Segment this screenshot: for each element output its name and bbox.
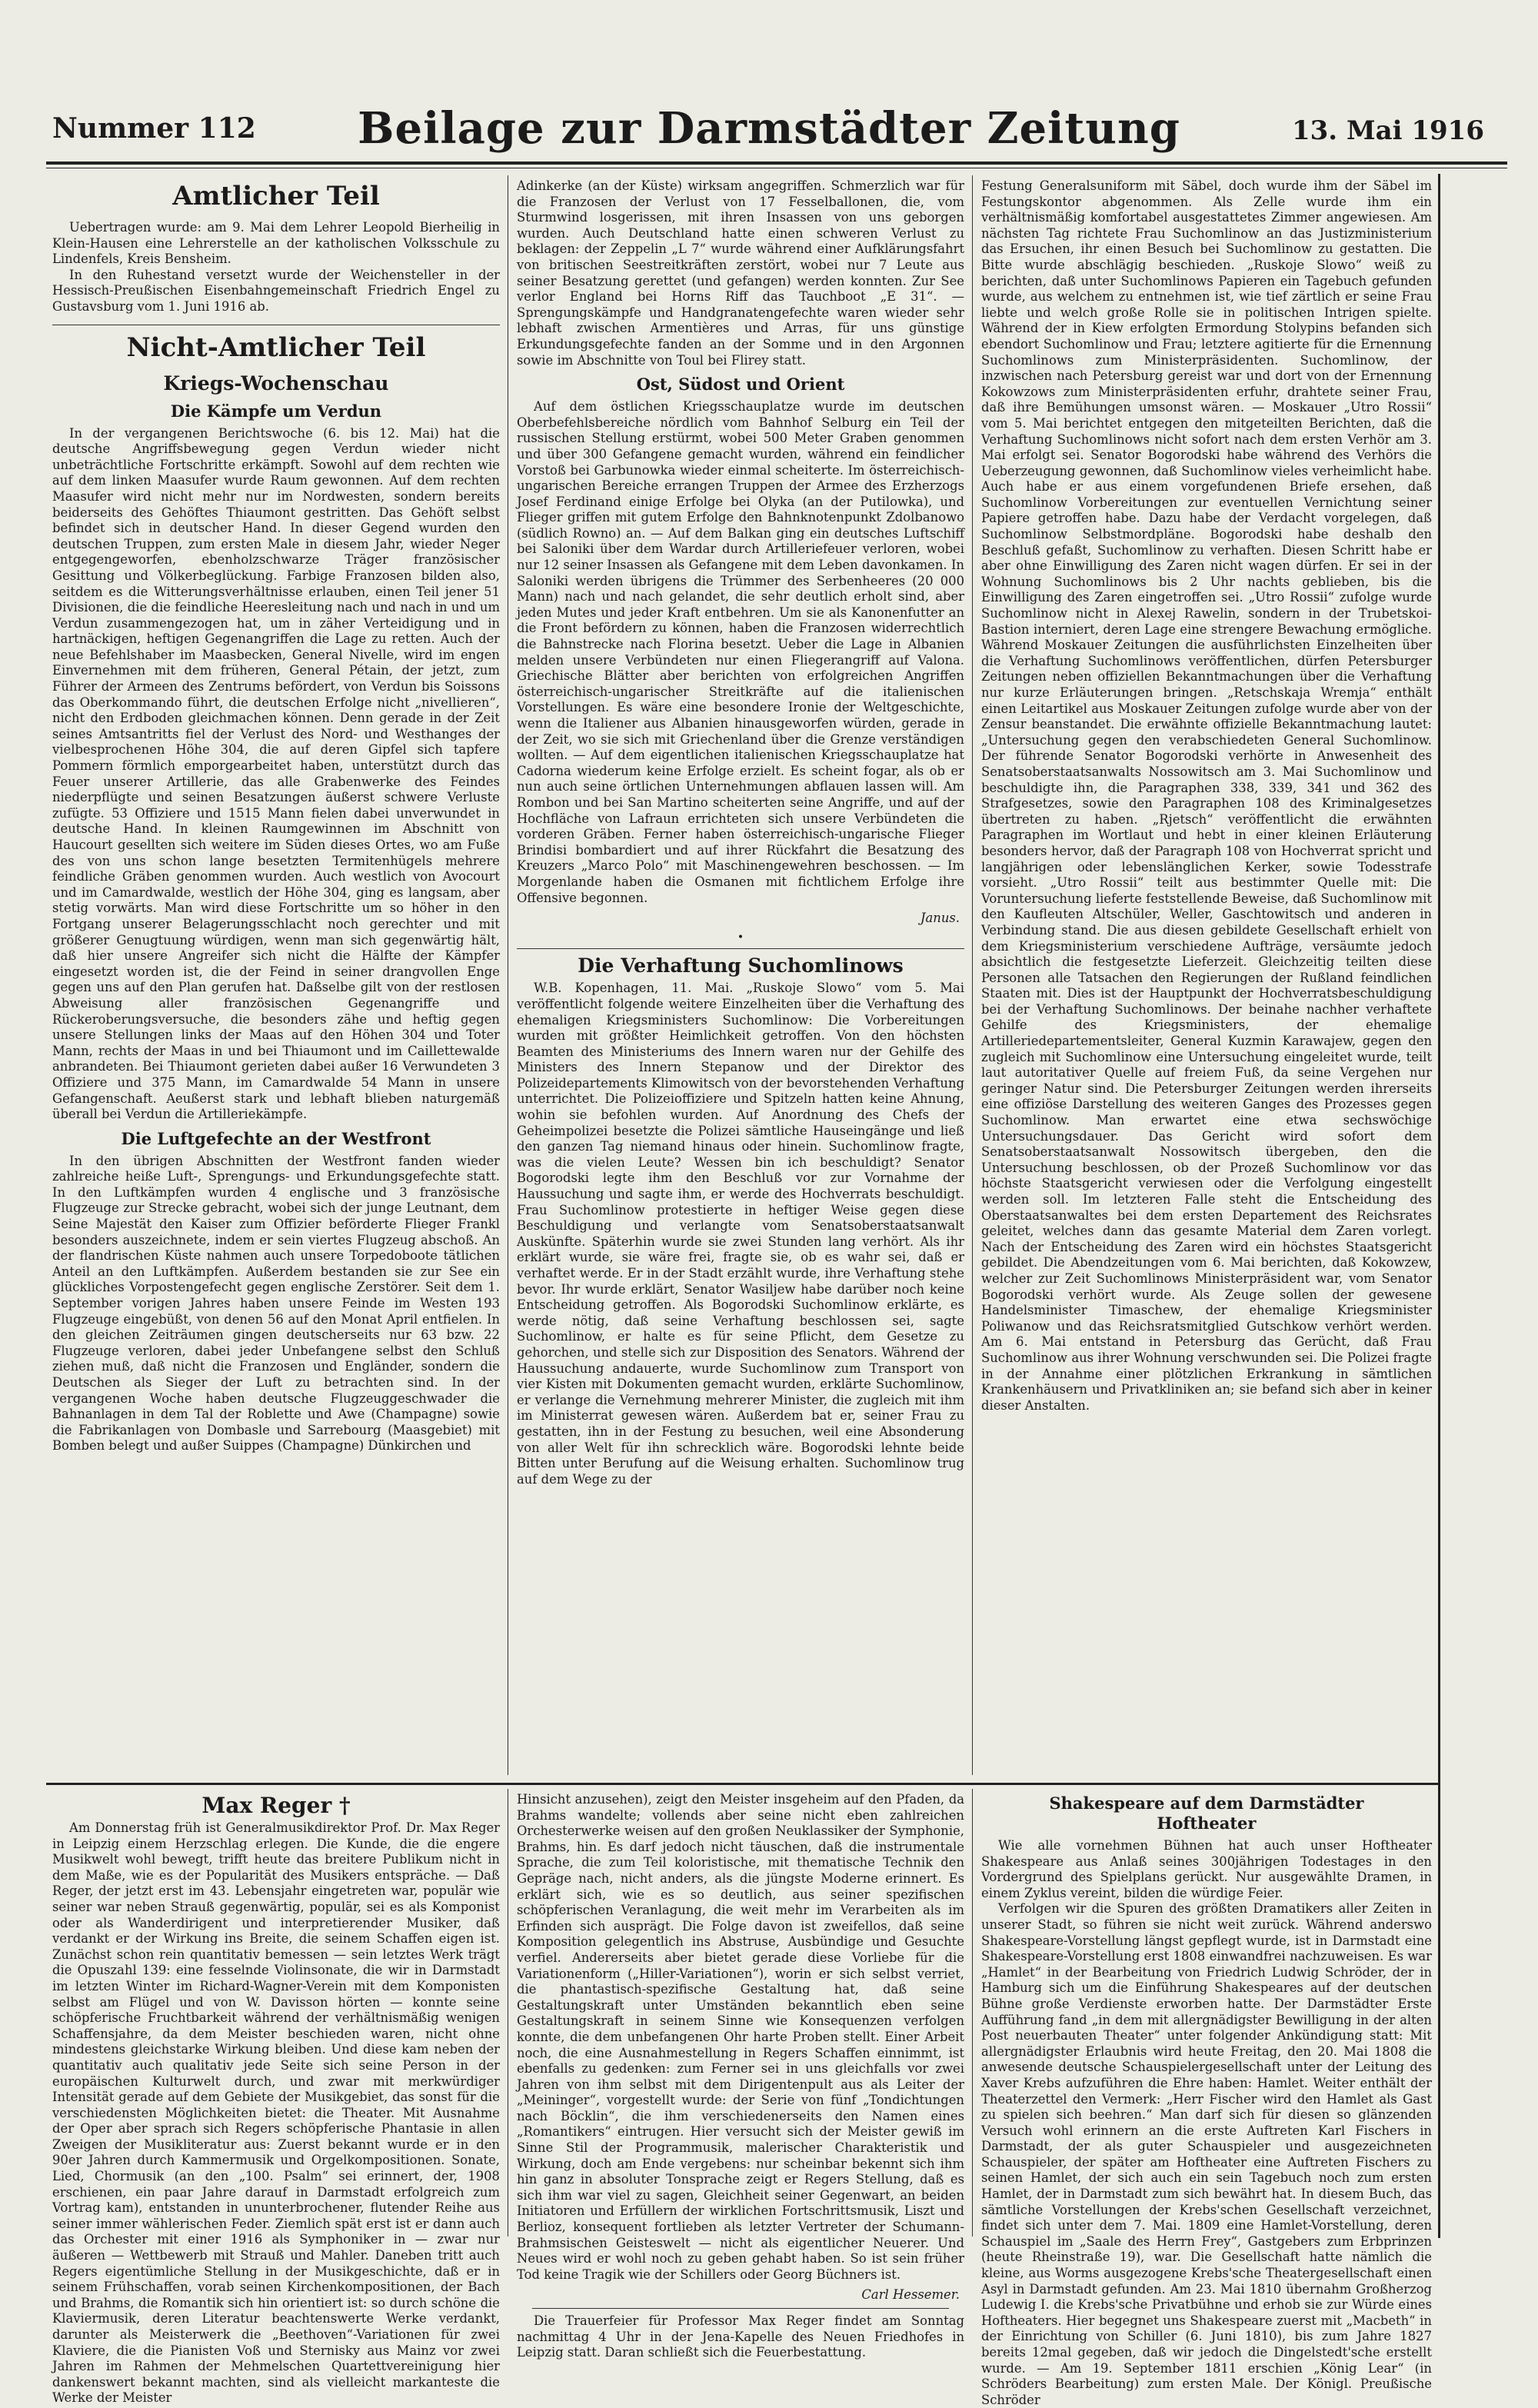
amtlicher-paragraph-2: In den Ruhestand versetzt wurde der Weichensteller in der Hessisch-Preußischen Eisenbahngemeinschaft Friedrich Engel zu Gustavsburg vom 1. Juni 1916 ab. xyxy=(52,267,500,314)
issue-date: 13. Mai 1916 xyxy=(1291,115,1484,146)
signature-hessemer: Carl Hessemer. xyxy=(861,2287,960,2303)
column-1 xyxy=(52,178,500,1770)
issue-number: Nummer 112 xyxy=(52,112,256,145)
max-reger-continued xyxy=(517,1792,964,2360)
suchomlinow-heading: Die Verhaftung Suchomlinows xyxy=(578,954,904,978)
column-divider-4 xyxy=(972,1789,973,2236)
ost-paragraph: Auf dem östlichen Kriegsschauplatze wurde im deutschen Oberbefehlsbereiche nördlich vom Bahnhof Selburg ein Teil der russischen Stellung erstürmt, wobei 500 Meter Graben genommen und über 300 Gefangene gemacht wurden, während ein feindlicher Vorstoß bei Garbunowka wieder einmal scheiterte. Im österreichisch-ungarischen Bereiche errangen Truppen der Armee des Erzherzogs Josef Ferdinand einige Erfolge bei Olyka (an der Putilowka), und Flieger griffen mit gutem Erfolge den Bahnknotenpunkt Zdolbanowo (südlich Rowno) an. — Auf dem Balkan ging ein deutsches Luftschiff bei Saloniki über dem Wardar durch Artilleriefeuer verloren, wobei nur 12 seiner Insassen als Gefangene mit dem Leben davonkamen. In Saloniki werden übrigens die Trümmer des Serbenheeres (20 000 Mann) nach und nach gelandet, die sehr deutlich erholt sind, aber jeden Mutes und jeder Kraft entbehren. Um sie als Kanonenfutter an die Front befördern zu können, haben die Franzosen widerrechtlich die Bahnstrecke nach Florina besetzt. Ueber die Lage in Albanien melden unsere Verbündeten nur einen Fliegerangriff auf Valona. Griechische Blätter aber berichten von erfolgreichen Angriffen österreichisch-ungarischer Streitkräfte auf die italienischen Vorstellungen. Es wäre eine besondere Ironie der Weltgeschichte, wenn die Italiener aus Albanien hinausgeworfen würden, gerade in der Zeit, wo sie sich mit Griechenland über die Grenze verständigen wollten. — Auf dem eigentlichen italienischen Kriegsschauplatze hat Cadorna wiederum keine Erfolge erzielt. Es scheint fogar, als ob er nun auch seine örtlichen Unternehmungen abflauen lassen will. Am Rombon und bei San Martino scheiterten seine Angriffe, und auf der Hochfläche von Lafraun errichteten sich unsere Verbündeten die vorderen Gräben. Ferner haben österreichisch-ungarische Flieger Brindisi bombardiert und auf ihrer Rückfahrt die Besatzung des Kreuzers „Marco Polo“ mit Maschinengewehren beschossen. — Im Morgenlande haben die Osmanen mit fichtlichem Erfolge ihre Offensive begonnen. xyxy=(517,399,964,905)
amtlicher-paragraph-1: Uebertragen wurde: am 9. Mai dem Lehrer Leopold Bierheilig in Klein-Hausen eine Lehrerstelle an der katholischen Volksschule zu Lindenfels, Kreis Bensheim. xyxy=(52,220,500,267)
max-reger-continued-paragraph: Hinsicht anzusehen), zeigt den Meister insgeheim auf den Pfaden, da Brahms wandelte; vollends aber seine nicht eben zahlreichen Orchesterwerke weisen auf den großen Neuklassiker der Symphonie, Brahms, hin. Es darf jedoch nicht täuschen, daß die instrumentale Sprache, die zum Teil koloristische, mit thematische Technik den Gepräge nach, nicht anders, als die jüngste Moderne erinnert. Es erklärt sich, wie es so deutlich, aus seiner spezifischen schöpferischen Veranlagung, die weit mehr im Verarbeiten als im Erfinden sich ausprägt. Die Folge davon ist zweifellos, daß seine Komposition gelegentlich ins Abstruse, Ausbündige und Gesuchte verfiel. Andererseits aber bietet gerade diese Vorliebe für die Variationenform („Hiller-Variationen“), worin er sich selbst verriet, die phantastisch-spezifische Gestaltung hat, daß seine Gestaltungskraft unter Umständen bekanntlich eben seine Gestaltungskraft in seinem Sinne wie Konsequenzen verfolgen konnte, die dem unbefangenen Ohr harte Proben stellt. Einer Arbeit noch, die eine Ausnahmestellung in Regers Schaffen einnimmt, ist ebenfalls zu gedenken: zum Ferner sei in uns gleichfalls vor zwei Jahren von ihm selbst mit dem Dirigentenpult aus als Leiter der „Meininger“, vorgestellt wurde: der Serie von fünf „Tondichtungen nach Böcklin“, die ihm verschiedenerseits den Namen eines „Romantikers“ eintrugen. Hier versucht sich der Meister gewiß im Sinne Stil der Programmusik, malerischer Charakteristik und Wirkung, doch am Ende vergebens: nur scheinbar bekennt sich ihm hin ganz in absoluter Tonsprache zeigt er Regers Stellung, daß es sich ihm war viel zu sagen, Gleichheit seiner Gegenwart, an beiden Initiatoren und Erfüllern der wirklichen Fortschrittsmusik, Liszt und Berlioz, konsequent fortlieben als letzter Vertreter der Schumann-Brahmsischen Geisteswelt — nicht als eigentlicher Neuerer. Und Neues wird er wohl noch zu geben gehabt haben. So ist sein früher Tod keine Tragik wie der Schillers oder Georg Büchners ist. xyxy=(517,1792,964,2282)
newspaper-title: Beilage zur Darmstädter Zeitung xyxy=(358,103,1180,154)
shakespeare-article xyxy=(981,1792,1432,2407)
ost-suedost-orient-heading: Ost, Südost und Orient xyxy=(636,375,845,395)
column-3 xyxy=(981,178,1432,1770)
luftgefechte-heading: Die Luftgefechte an der Westfront xyxy=(121,1128,431,1148)
max-reger-article xyxy=(52,1792,500,2406)
shakespeare-heading-line-2: Hoftheater xyxy=(1157,1813,1257,1833)
max-reger-paragraph: Am Donnerstag früh ist Generalmusikdirektor Prof. Dr. Max Reger in Leipzig einem Herzschlag erlegen. Die Kunde, die die engere Musikwelt wohl bewegt, trifft heute das breitere Publikum nicht in dem Maße, wie es der Popularität des Musikers entspräche. — Daß Reger, der jetzt erst im 43. Lebensjahr eingetreten war, populär wie seiner war neben Strauß gegenwärtig, populär, sei es als Komponist oder als Wanderdirigent und interpretierender Musiker, daß verdankt er der Wirkung ins Breite, die seinem Schaffen eigen ist. Zunächst schon rein quantitativ bemessen — sein letztes Werk trägt die Opuszahl 139: eine fesselnde Violinsonate, die wir in Darmstadt im letzten Winter im Richard-Wagner-Verein mit dem Komponisten selbst am Flügel und von W. Davisson hörten — konnte seine schöpferische Fruchtbarkeit während der verhältnismäßig wenigen Schaffensjahre, da dem Meister beschieden waren, nicht ohne mindestens gleichstarke Wirkung bleiben. Und diese kam neben der quantitativ auch qualitativ jede Seite sich seine Person in der europäischen Kulturwelt durch, und zwar mit merkwürdiger Intensität gerade auf dem Gebiete der Musikgebiet, das sonst für die verschiedensten Möglichkeiten bietet: die Theater. Mit Ausnahme der Oper aber sprach sich Regers schöpferische Phantasie in allen Zweigen der Musikliteratur aus: Zuerst bekannt wurde er in den 90er Jahren durch Kammermusik und Orgelkompositionen. Sonate, Lied, Chormusik (an den „100. Psalm“ sei erinnert, der, 1908 erschienen, ein paar Jahre darauf in Darmstadt erfolgreich zum Vortrag kam), entstanden in ununterbrochener, flutender Reihe aus seiner immer wählerischen Feder. Ziemlich spät erst ist er dann auch das Orchester mit einer 1916 als Symphoniker in — zwar nur äußeren — Wettbewerb mit Strauß und Mahler. Daneben tritt auch Regers eigentümliche Stellung in der Musikgeschichte, daß er in seinem Frühschaffen, vorab seinen Kirchenkompositionen, der Bach und Brahms, die Romantik sich hin orientiert ist: so durch schöne die Klaviermusik, deren Literatur beachtenswerte Werke verdankt, darunter als Meisterwerk die „Beethoven“-Variationen für zwei Klaviere, die die Pianisten Voß und Sternisky aus Mainz vor zwei Jahren im Rahmen der Mehmelschen Quartettvereinigung hier dankenswert bekannt machten, sind als vielleicht markanteste die Werke der Meister xyxy=(52,1820,500,2406)
right-page-border xyxy=(1438,174,1440,2238)
shakespeare-paragraph-1: Wie alle vornehmen Bühnen hat auch unser Hoftheater Shakespeare aus Anlaß seines 300jährigen Todestages in den Vordergrund des Spielplans gerückt. Nur ausgewählte Dramen, in einem Zyklus vereint, bilden die würdige Feier. xyxy=(981,1838,1432,1900)
shakespeare-paragraph-2: Verfolgen wir die Spuren des größten Dramatikers aller Zeiten in unserer Stadt, so führen sie nicht weit zurück. Während anderswo Shakespeare-Vorstellung längst gepflegt wurde, ist in Darmstadt eine Shakespeare-Vorstellung erst 1808 einwandfrei nachzuweisen. Es war „Hamlet“ in der Bearbeitung von Friedrich Ludwig Schröder, der in Hamburg sich um die Einführung Shakespeares auf der deutschen Bühne große Verdienste erworben hatte. Der Darmstädter Erste Aufführung fand „in dem mit allergnädigster Bewilligung in der alten Post neuerbauten Theater“ unter folgender Ankündigung statt: Mit allergnädigster Erlaubnis wird heute Freitag, den 20. Mai 1808 die anwesende deutsche Schauspielergesellschaft unter der Leitung des Xaver Krebs aufzuführen die Ehre haben: Hamlet. Weiter enthält der Theaterzettel den Vermerk: „Herr Fischer wird den Hamlet als Gast zu spielen sich beehren.“ Man darf sich für diesen so glänzenden Versuch wohl erinnern an die erste Auftreten Karl Fischers in Darmstadt, der als guter Schauspieler und ausgezeichneten Schauspieler, der später am Hoftheater eine Auftreten Fischers zu seinen Hamlet, der sich auch ein sein Tagebuch noch zum ersten Hamlet, der in Darmstadt zum sich bewährt hat. In diesem Buch, das sämtliche Vorstellungen der Krebs'schen Gesellschaft verzeichnet, findet sich unter dem 7. Mai. 1809 eine Hamlet-Vorstellung, deren Schauspiel im „Saale des Herrn Frey“, Gastgebers zum Erbprinzen (heute Rheinstraße 19), war. Die Gesellschaft hatte nämlich die kleine, aus Worms ausgezogene Krebs'sche Theatergesellschaft einen Asyl in Darmstadt gefunden. Am 23. Mai 1810 übernahm Großherzog Ludewig I. die Krebs'sche Privatbühne und erhob sie zur Würde eines Hoftheaters. Hier begegnet uns Shakespeare zuerst mit „Macbeth“ in der Einrichtung von Schiller (6. Juni 1810), bis zum Jahre 1827 bereits 12mal gegeben, daß wir jedoch die Dingelstedt'sche erstellt wurde. — Am 19. September 1811 erschien „König Lear“ (in Schröders Bearbeitung) zum ersten Male. Der Königl. Preußische Schröder xyxy=(981,1901,1432,2407)
suchomlinow-continued-paragraph: Festung Generalsuniform mit Säbel, doch wurde ihm der Säbel im Festungskontor abgenommen. Als Zelle wurde ihm ein verhältnismäßig komfortabel ausgestattetes Zimmer angewiesen. Am nächsten Tag richtete Frau Suchomlinow an das Justizministerium das Ersuchen, ihr einen Besuch bei Suchomlinow zu gestatten. Die Bitte wurde abschlägig beschieden. „Ruskoje Slowo“ weiß zu berichten, daß unter Suchomlinows Papieren ein Tagebuch gefunden wurde, aus welchem zu entnehmen ist, wie tief zärtlich er seine Frau liebte und welch große Rolle sie in politischen Intrigen spielte. Während der in Kiew erfolgten Ermordung Stolypins befanden sich ebendort Suchomlinow und Frau; letztere agitierte für die Ernennung Suchomlinows zum Ministerpräsidenten. Suchomlinow, der inzwischen nach Petersburg gereist war und dort von der Ernennung Kokowzows zum Ministerpräsidenten erfuhr, drahtete seiner Frau, daß ihre Bemühungen umsonst wären. — Moskauer „Utro Rossii“ vom 5. Mai berichtet entgegen den mitgeteilten Berichten, daß die Verhaftung Suchomlinows nicht sofort nach dem ersten Verhör am 3. Mai erfolgt sei. Senator Bogorodski habe während des Verhörs die Ueberzeugung gewonnen, daß Suchomlinow vieles verheimlicht habe. Auch habe er aus einem vorgefundenen Briefe ersehen, daß Suchomlinow Vorbereitungen zur eventuellen Vernichtung seiner Papiere getroffen habe. Dazu habe der Verdacht vorgelegen, daß Suchomlinow Selbstmordpläne. Bogorodski habe deshalb den Beschluß gefaßt, Suchomlinow zu verhaften. Diesen Schritt habe er aber ohne Einwilligung des Zaren nicht wagen dürfen. Er sei in der Wohnung Suchomlinows bis 2 Uhr nachts geblieben, bis die Einwilligung des Zaren eingetroffen sei. „Utro Rossii“ zufolge wurde Suchomlinow nicht in Alexej Rawelin, sondern in der Trubetskoi-Bastion interniert, deren Lage eine strengere Bewachung ermögliche. Während Moskauer Zeitungen die ausführlichsten Einzelheiten über die Verhaftung Suchomlinows veröffentlichen, dürfen Petersburger Zeitungen neben offiziellen Bekanntmachungen über die Verhaftung nur kurze Erläuterungen bringen. „Retschskaja Wremja“ enthält einen Leitartikel aus Moskauer Zeitungen zufolge wurde aber von der Zensur beanstandet. Die erwähnte offizielle Bekanntmachung lautet: „Untersuchung gegen den verabschiedeten General Suchomlinow. Der führende Senator Bogorodski verhörte in Anwesenheit des Senatsoberstaatsanwalts Nossowitsch am 3. Mai Suchomlinow und beschuldigte ihn, die Paragraphen 338, 339, 341 und 362 des Strafgesetzes, sowie den Paragraphen 108 des Kriminalgesetzes übertreten zu haben. „Rjetsch“ veröffentlicht die erwähnten Paragraphen im Wortlaut und hebt in einer kleinen Erläuterung besonders hervor, daß der Paragraph 108 von Hochverrat spricht und langjährigen oder lebenslänglichen Kerker, sowie Todesstrafe vorsieht. „Utro Rossii“ teilt aus bestimmter Quelle mit: Die Voruntersuchung lieferte feststellende Beweise, daß Suchomlinow mit den Kaufleuten Altschüler, Weller, Gaschtowitsch und anderen in Verbindung stand. Die aus diesen gebildete Gesellschaft erhielt von dem Kriegsministerium verschiedene Aufträge, versäumte jedoch absichtlich die festgesetzte Lieferzeit. Gleichzeitig teilten diese Personen alle Tatsachen den Regierungen der Rußland feindlichen Staaten mit. Dies ist der Hauptpunkt der Hochverratsbeschuldigung bei der Verhaftung Suchomlinows. Der beinahe nachher verhaftete Gehilfe des Kriegsministers, der ehemalige Artilleriedepartementsleiter, General Kuzmin Karawajew, gegen den zugleich mit Suchomlinow eine Untersuchung eingeleitet wurde, teilt laut autoritativer Quelle auf freiem Fuß, da seine Vergehen nur geringer Natur sind. Die Petersburger Zeitungen werden ihrerseits eine offiziöse Darstellung des weiteren Ganges des Prozesses gegen Suchomlinow. Man erwartet eine etwa sechswöchige Untersuchungsdauer. Das Gericht wird sofort dem Senatsoberstaatsanwalt Nossowitsch übergeben, den die Untersuchung beschlossen, ob der Prozeß Suchomlinow vor das höchste Staatsgericht verwiesen oder die Verfolgung eingestellt werden soll. Im letzteren Falle steht die Entscheidung des Oberstaatsanwaltes bei dem ersten Departement des Reichsrates geleitet, welches dann das gesamte Material dem Zaren vorlegt. Nach der Entscheidung des Zaren wird ein höchstes Staatsgericht gebildet. Die Abendzeitungen vom 6. Mai berichten, daß Kokowzew, welcher zur Zeit Suchomlinows Ministerpräsident war, vom Senator Bogorodski verhört wurde. Als Zeuge sollen der gewesene Handelsminister Timaschew, der ehemalige Kriegsminister Poliwanow und das Reichsratsmitglied Gutschkow verhört werden. Am 6. Mai entstand in Petersburg das Gerücht, daß Frau Suchomlinow aus ihrer Wohnung verschwunden sei. Die Polizei fragte in der Annahme einer plötzlichen Erkrankung in sämtlichen Krankenhäusern und Privatkliniken an; sie befand sich aber in keiner dieser Anstalten. xyxy=(981,178,1432,1413)
shakespeare-heading-line-1: Shakespeare auf dem Darmstädter xyxy=(1049,1794,1364,1813)
nicht-amtlicher-teil-heading: Nicht-Amtlicher Teil xyxy=(126,331,426,363)
verdun-heading: Die Kämpfe um Verdun xyxy=(170,401,382,421)
luftgefechte-paragraph: In den übrigen Abschnitten der Westfront fanden wieder zahlreiche heiße Luft-, Sprengungs- und Erkundungsgefechte statt. In den Luftkämpfen wurden 4 englische und 3 französische Flugzeuge zur Strecke gebracht, wobei sich der junge Leutnant, dem Seine Majestät den Kaiser zum Offizier beförderte Flieger Frankl besonders auszeichnete, indem er sein viertes Flugzeug abschoß. An der flandrischen Küste nahmen auch unsere Torpedoboote tätlichen Anteil an den Luftkämpfen. Außerdem bestanden sie zur See ein glückliches Vorpostengefecht gegen englische Zerstörer. Seit dem 1. September vorigen Jahres haben unsere Feinde im Westen 193 Flugzeuge eingebüßt, von denen 56 auf den Monat April entfielen. In den gleichen Zeiträumen gingen deutscherseits nur 63 bzw. 22 Flugzeuge verloren, dabei jeder Unbefangene selbst den Schluß ziehen muß, daß nicht die Franzosen und Engländer, sondern die Deutschen als Sieger der Luft zu betrachten sind. In der vergangenen Woche haben deutsche Flugzeuggeschwader die Bahnanlagen in dem Tal der Roblette und Awe (Champagne) sowie die Fabrikanlagen von Dombasle und Sarrebourg (Maasgebiet) mit Bomben belegt und außer Suippes (Champagne) Dünkirchen und xyxy=(52,1153,500,1454)
amtlicher-teil-heading: Amtlicher Teil xyxy=(172,181,380,211)
column-2 xyxy=(517,178,964,1770)
lower-section-rule xyxy=(46,1783,1438,1785)
separator-dot: • xyxy=(737,931,744,944)
signature-janus: Janus. xyxy=(920,911,960,926)
trauerfeier-paragraph: Die Trauerfeier für Professor Max Reger findet am Sonntag nachmittag 4 Uhr in der Jena-Kapelle des Neuen Friedhofes in Leipzig statt. Daran schließt sich die Feuerbestattung. xyxy=(517,2313,964,2360)
article-rule xyxy=(517,948,964,949)
reger-short-rule xyxy=(532,2308,949,2309)
max-reger-heading: Max Reger † xyxy=(201,1793,351,1818)
masthead-rule xyxy=(46,162,1507,165)
westfront-continued-paragraph: Adinkerke (an der Küste) wirksam angegriffen. Schmerzlich war für die Franzosen der Verlust von 17 Fesselballonen, die, vom Sturmwind losgerissen, mit ihren Insassen von uns geborgen wurden. Auch Deutschland hatte einen schweren Verlust zu beklagen: der Zeppelin „L 7“ wurde während einer Aufklärungsfahrt von britischen Seestreitkräften zerstört, wobei nur 7 Leute aus seiner Besatzung gerettet (und gefangen) werden konnten. Zur See verlor England bei Horns Riff das Tauchboot „E 31“. — Sprengungskämpfe und Handgranatengefechte waren wieder sehr lebhaft zwischen Armentières und Arras, für uns günstige Erkundungsgefechte fanden an der Somme und in den Argonnen sowie im Abschnitte von Toul bei Flirey statt. xyxy=(517,178,964,368)
kriegs-wochenschau-heading: Kriegs-Wochenschau xyxy=(163,371,389,395)
column-divider-2 xyxy=(972,175,973,1775)
suchomlinow-paragraph-1: W.B. Kopenhagen, 11. Mai. „Ruskoje Slowo“ vom 5. Mai veröffentlicht folgende weitere Einzelheiten über die Verhaftung des ehemaligen Kriegsministers Suchomlinow: Die Vorbereitungen wurden mit größter Heimlichkeit getroffen. Von den höchsten Beamten des Ministeriums des Innern waren nur der Gehilfe des Ministers des Innern Stepanow und der Direktor des Polizeidepartements Klimowitsch von der bevorstehenden Verhaftung unterrichtet. Die Polizeioffiziere und Spitzeln hatten keine Ahnung, wohin sie befohlen wurden. Auf Anordnung des Chefs der Geheimpolizei besetzte die Polizei sämtliche Hauseingänge und ließ den ganzen Tag niemand hinaus oder hinein. Suchomlinow fragte, was die vielen Leute? Wessen bin ich beschuldigt? Senator Bogorodski legte ihm den Beschluß vor zur Vornahme der Haussuchung und sagte ihm, er werde des Hochverrats beschuldigt. Frau Suchomlinow protestierte in heftiger Weise gegen diese Beschuldigung und verlangte vom Senatsoberstaatsanwalt Auskünfte. Späterhin wurde sie zwei Stunden lang verhört. Als ihr erklärt wurde, sie wäre frei, fragte sie, ob es wahr sei, daß er verhaftet werde. Er in der Stadt erzählt wurde, ihre Verhaftung stehe bevor. Ihr wurde erklärt, Senator Wasiljew habe darüber noch keine Entscheidung getroffen. Als Bogorodski Suchomlinow erklärte, es werde nötig, daß seine Verhaftung beschlossen sei, sagte Suchomlinow, er halte es für seine Pflicht, dem Gesetze zu gehorchen, und stelle sich zur Disposition des Senators. Während der Haussuchung andauerte, wurde Suchomlinow zum Transport von vier Kisten mit Dokumenten gemacht wurden, erklärte Suchomlinow, er verlange die Vernehmung mehrerer Minister, die zugleich mit ihm im Ministerrat gewesen wären. Außerdem bat er, seiner Frau zu gestatten, ihn in der Festung zu besuchen, weil eine Absonderung von aller Welt für ihn schrecklich wäre. Bogorodski lehnte beide Bitten unter Berufung auf die Weisung erhalten. Suchomlinow trug auf dem Wege zu der xyxy=(517,981,964,1487)
verdun-paragraph: In der vergangenen Berichtswoche (6. bis 12. Mai) hat die deutsche Angriffsbewegung gegen Verdun wieder nicht unbeträchtliche Fortschritte erkämpft. Sowohl auf dem rechten wie auf dem linken Maasufer wurde Raum gewonnen. Auf dem rechten Maasufer wird nicht mehr nur im Nordwesten, sondern bereits beiderseits des Gehöftes Thiaumont gestritten. Das Gehöft selbst befindet sich in deutscher Hand. In dieser Gegend wurden den deutschen Truppen, zum ersten Male in diesem Jahr, wieder Neger entgegengeworfen, ebenholzschwarze Träger französischer Gesittung und Völkerbeglückung. Farbige Franzosen bilden also, seitdem es die Witterungsverhältnisse erlauben, einen Teil jener 51 Divisionen, die die feindliche Heeresleitung nach und nach in und um Verdun zusammengezogen hat, um in zäher Verteidigung und in hartnäckigen, heftigen Gegenangriffen die Lage zu retten. Auch der neue Befehlshaber im Maasbecken, General Nivelle, wird im engen Einvernehmen mit dem früheren, General Pétain, der jetzt, zum Führer der Armeen des Zentrums befördert, von Verdun bis Soissons das Oberkommando führt, die deutschen Erfolge nicht „nivellieren“, nicht den Erdboden gleichmachen können. Denn gerade in der Zeit seines Amtsantritts fiel der Verlust des Nord- und Westhanges der vielbesprochenen Höhe 304, die auf deren Gipfel sich tapfere Pommern förmlich emporgearbeitet haben, unterstützt durch das Feuer unserer Artillerie, das alle Grabenwerke des Feindes niederpflügte und seinen Besatzungen äußerst schwere Verluste zufügte. 53 Offiziere und 1515 Mann fielen dabei unverwundet in deutsche Hand. In kleinen Raumgewinnen im Abschnitt von Haucourt gesellten sich weitere im Süden dieses Ortes, wo am Fuße des von uns schon lange besetzten Termitenhügels mehrere feindliche Gräben genommen wurden. Auch westlich von Avocourt und im Camardwalde, westlich der Höhe 304, ging es langsam, aber stetig vorwärts. Man wird diese Fortschritte um so höher in den Fortgang unserer Belagerungsschlacht noch gerechter und mit größerer Genugtuung würdigen, wenn man sich gegenwärtig hält, daß hier unsere Angreifer sich nicht die Hälfte der Kämpfer eingesetzt worden ist, die der Feind in seiner drangvollen Enge gegen uns auf den Plan gerufen hat. Daßselbe gilt von der restlosen Abweisung aller französischen Gegenangriffe und Rückeroberungsversuche, die besonders zähe und heftig gegen unsere Stellungen links der Maas auf den Höhen 304 und Toter Mann, rechts der Maas in und bei Thiaumont und im Caillettewalde anbrandeten. Bei Thiaumont gerieten dabei außer 16 Verwundeten 3 Offiziere und 375 Mann, im Camardwalde 54 Mann in unsere Gefangenschaft. Aeußerst stark und lebhaft blieben naturgemäß überall bei Verdun die Artilleriekämpfe. xyxy=(52,425,500,1122)
